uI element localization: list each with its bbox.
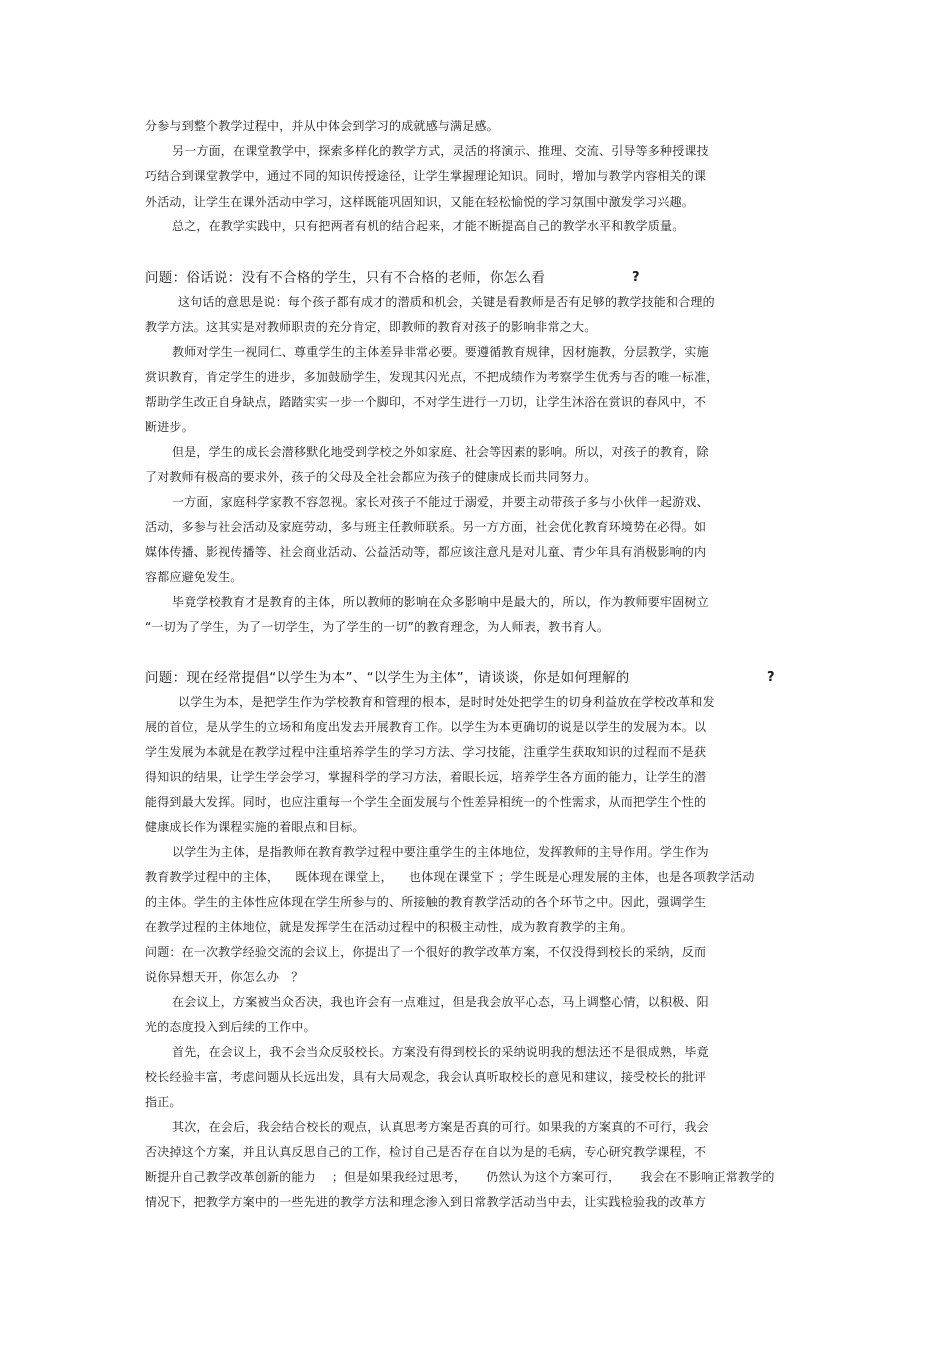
text-line: 其次，在会后，我会结合校长的观点，认真思考方案是否真的可行。如果我的方案真的不可行，我会: [172, 1120, 709, 1134]
text-line: 情况下，把教学方案中的一些先进的教学方法和理念渗入到日常教学活动当中去，让实践检验我的改革方: [145, 1195, 707, 1209]
text-line: 健康成长作为课程实施的着眼点和目标。: [145, 820, 365, 834]
text-line: “一切为了学生，为了一切学生，为了学生的一切”的教育理念，为人师表，教书育人。: [145, 620, 610, 634]
text-line: 光的态度投入到后续的工作中。: [145, 1020, 316, 1034]
text-line: 在会议上，方案被当众否决，我也许会有一点难过，但是我会放平心态，马上调整心情，以积极、阳: [172, 995, 709, 1009]
question-mark: ?: [767, 670, 775, 685]
text-line: 指正。: [145, 1095, 182, 1109]
question-heading: 问题：俗话说：没有不合格的学生，只有不合格的老师，你怎么看: [145, 270, 546, 286]
text-line: 教育教学过程中的主体， 既体现在课堂上， 也体现在课堂下 ；学生既是心理发展的主体，也是各项教学活动: [145, 870, 755, 884]
text-line: 校长经验丰富，考虑问题从长远出发，具有大局观念，我会认真听取校长的意见和建议，接受校长的批评: [145, 1070, 707, 1084]
text-line: 能得到最大发挥。同时，也应注重每一个学生全面发展与个性差异相统一的个性需求，从而把学生个性的: [145, 795, 707, 809]
question-heading: 问题：现在经常提倡“以学生为本”、“以学生为主体”，请谈谈，你是如何理解的: [145, 670, 630, 686]
text-line: 展的首位，是从学生的立场和角度出发去开展教育工作。以学生为本更确切的说是以学生的发展为本。以: [145, 720, 707, 734]
text-line: 断进步。: [145, 420, 194, 434]
text-line: 容都应避免发生。: [145, 570, 243, 584]
text-line: 首先，在会议上，我不会当众反驳校长。方案没有得到校长的采纳说明我的想法还不是很成熟，毕竟: [172, 1045, 709, 1059]
text-line: 教师对学生一视同仁、尊重学生的主体差异非常必要。要遵循教育规律，因材施教，分层教学，实施: [172, 345, 709, 359]
text-line: 这句话的意思是说：每个孩子都有成才的潜质和机会，关键是看教师是否有足够的教学技能和合理的: [178, 295, 715, 309]
text-line: 一方面，家庭科学家教不容忽视。家长对孩子不能过于溺爱，并要主动带孩子多与小伙伴一起游戏、: [172, 495, 709, 509]
text-line: 媒体传播、影视传播等、社会商业活动、公益活动等，都应该注意凡是对儿童、青少年具有消极影响的内: [145, 545, 707, 559]
text-line: 外活动，让学生在课外活动中学习，这样既能巩固知识，又能在轻松愉悦的学习氛围中激发学习兴趣。: [145, 195, 695, 209]
text-line: 教学方法。这其实是对教师职责的充分肯定，即教师的教育对孩子的影响非常之大。: [145, 320, 597, 334]
text-line: 在教学过程的主体地位，就是发挥学生在活动过程中的积极主动性，成为教育教学的主角。: [145, 920, 634, 934]
text-line: 断提升自己教学改革创新的能力 ；但是如果我经过思考， 仍然认为这个方案可行， 我会在不影响正常教学的: [145, 1170, 775, 1184]
text-line: 活动，多参与社会活动及家庭劳动，多与班主任教师联系。另一方方面，社会优化教育环境势在必得。如: [145, 520, 707, 534]
text-line: 赏识教育，肯定学生的进步，多加鼓励学生，发现其闪光点，不把成绩作为考察学生优秀与否的唯一标准，: [145, 370, 719, 384]
text-line: 毕竟学校教育才是教育的主体，所以教师的影响在众多影响中是最大的，所以，作为教师要牢固树立: [172, 595, 709, 609]
text-line: 另一方面，在课堂教学中，探索多样化的教学方式，灵活的将演示、推理、交流、引导等多种授课技: [172, 144, 709, 158]
text-line: 以学生为本，是把学生作为学校教育和管理的根本，是时时处处把学生的切身利益放在学校改革和发: [178, 695, 715, 709]
text-line: 总之，在教学实践中，只有把两者有机的结合起来，才能不断提高自己的教学水平和教学质量。: [172, 219, 685, 233]
text-line: 帮助学生改正自身缺点，踏踏实实一步一个脚印，不对学生进行一刀切，让学生沐浴在赏识的春风中，不: [145, 395, 707, 409]
text-line: 但是，学生的成长会潜移默化地受到学校之外如家庭、社会等因素的影响。所以，对孩子的教育，除: [172, 445, 709, 459]
text-line: 了对教师有极高的要求外，孩子的父母及全社会都应为孩子的健康成长而共同努力。: [145, 470, 597, 484]
question-heading: 说你异想天开，你怎么办 ？: [145, 970, 304, 984]
text-line: 巧结合到课堂教学中，通过不同的知识传授途径，让学生掌握理论知识。同时，增加与教学内容相关的课: [145, 169, 707, 183]
text-line: 分参与到整个教学过程中，并从中体会到学习的成就感与满足感。: [145, 119, 499, 133]
question-heading: 问题：在一次教学经验交流的会议上，你提出了一个很好的教学改革方案，不仅没得到校长的采纳，反而: [145, 945, 707, 959]
text-line: 得知识的结果，让学生学会学习，掌握科学的学习方法，着眼长远，培养学生各方面的能力，让学生的潜: [145, 770, 707, 784]
text-line: 以学生为主体，是指教师在教育教学过程中要注重学生的主体地位，发挥教师的主导作用。学生作为: [172, 845, 709, 859]
text-line: 否决掉这个方案，并且认真反思自己的工作，检讨自己是否存在自以为是的毛病，专心研究教学课程，不: [145, 1145, 707, 1159]
question-mark: ?: [632, 270, 640, 285]
text-line: 的主体。学生的主体性应体现在学生所参与的、所接触的教育教学活动的各个环节之中。因此，强调学生: [145, 895, 707, 909]
text-line: 学生发展为本就是在教学过程中注重培养学生的学习方法、学习技能，注重学生获取知识的过程而不是获: [145, 745, 707, 759]
